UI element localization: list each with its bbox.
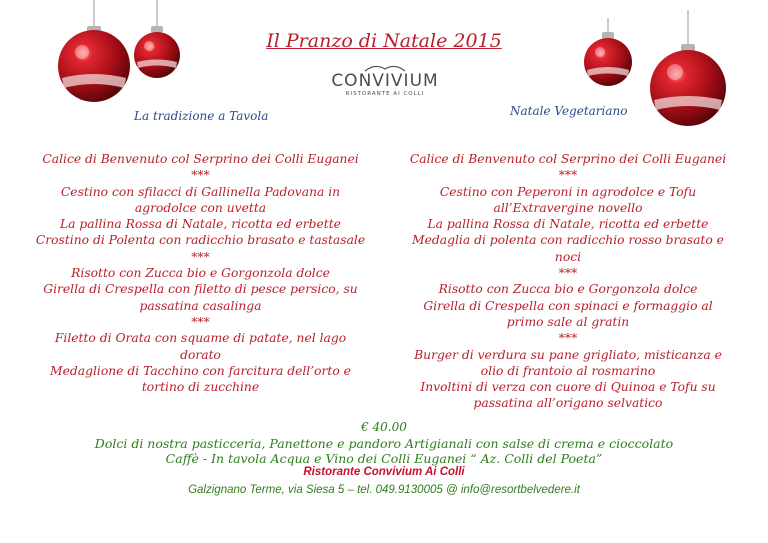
menu-line: Medaglione di Tacchino con farcitura dell’orto e — [50, 363, 351, 378]
menu-line: *** — [191, 249, 210, 264]
menu-line: Cestino con Peperoni in agrodolce e Tofu — [439, 184, 697, 199]
page-title: Il Pranzo di Natale 2015 — [266, 30, 502, 52]
menu-line: passatina casalinga — [139, 298, 262, 313]
coffee-line: Caffè - In tavola Acqua e Vino dei Colli Euganei “ Az. Colli del Poeta” — [165, 451, 603, 466]
menu-line: primo sale al gratin — [506, 314, 630, 329]
menu-line: Crostino di Polenta con radicchio brasato e tastasale — [35, 233, 366, 248]
menu-traditional — [28, 151, 373, 395]
ornament-right-large-icon — [650, 10, 726, 126]
price: € 40.00 — [361, 420, 407, 434]
menu-line: tortino di zucchine — [141, 380, 260, 395]
logo — [330, 62, 440, 97]
menu-line: Girella di Crespella con spinaci e formaggio al — [423, 298, 713, 313]
menu-line: Risotto con Zucca bio e Gorgonzola dolce — [71, 266, 330, 281]
menu-line: *** — [558, 266, 578, 281]
menu-line: dorato — [180, 347, 221, 362]
menu-line: agrodolce con uvetta — [134, 200, 267, 215]
menu-line: *** — [558, 331, 578, 346]
logo-subtitle: RISTORANTE AI COLLI — [345, 91, 425, 97]
left-heading: La tradizione a Tavola — [134, 109, 269, 123]
menu-line: La pallina Rossa di Natale, ricotta ed erbette — [60, 217, 341, 232]
menu-line: Involtini di verza con cuore di Quinoa e Tofu su — [420, 380, 716, 395]
address-line: Galzignano Terme, via Siesa 5 – tel. 049.9130005 @ info@resortbelvedere.it — [188, 484, 580, 496]
menu-line: Filetto di Orata con squame di patate, nel lago — [54, 331, 347, 346]
menu-line: Risotto con Zucca bio e Gorgonzola dolce — [438, 282, 698, 297]
menu-line: olio di frantoio al rosmarino — [480, 363, 656, 378]
menu-line: noci — [554, 249, 582, 264]
right-heading: Natale Vegetariano — [510, 104, 628, 118]
desserts-line: Dolci di nostra pasticceria, Panettone e pandoro Artigianali con salse di crema e cioccolato — [94, 436, 674, 451]
menu-line: Calice di Benvenuto col Serprino dei Colli Euganei — [42, 152, 359, 166]
menu-line: Cestino con sfilacci di Gallinella Padovana in — [60, 184, 341, 199]
menu-line: passatina all’origano selvatico — [473, 396, 663, 411]
menu-line: Medaglia di polenta con radicchio rosso brasato e — [412, 233, 724, 248]
menu-line: La pallina Rossa di Natale, ricotta ed erbette — [427, 217, 709, 232]
menu-line: *** — [191, 314, 210, 329]
menu-line: Girella di Crespella con filetto di pesce persico, su — [43, 282, 358, 297]
logo-name: CONVIVIUM — [331, 71, 439, 91]
ornament-right-small-icon — [584, 18, 632, 86]
menu-line: *** — [191, 168, 210, 183]
menu-line: *** — [558, 168, 578, 183]
menu-vegetarian — [398, 151, 738, 412]
menu-line: Calice di Benvenuto col Serprino dei Colli Euganei — [409, 152, 727, 166]
menu-line: Burger di verdura su pane grigliato, misticanza e — [414, 347, 722, 362]
menu-line: all’Extravergine novello — [493, 200, 643, 215]
restaurant-name: Ristorante Convivium Ai Colli — [303, 466, 465, 478]
